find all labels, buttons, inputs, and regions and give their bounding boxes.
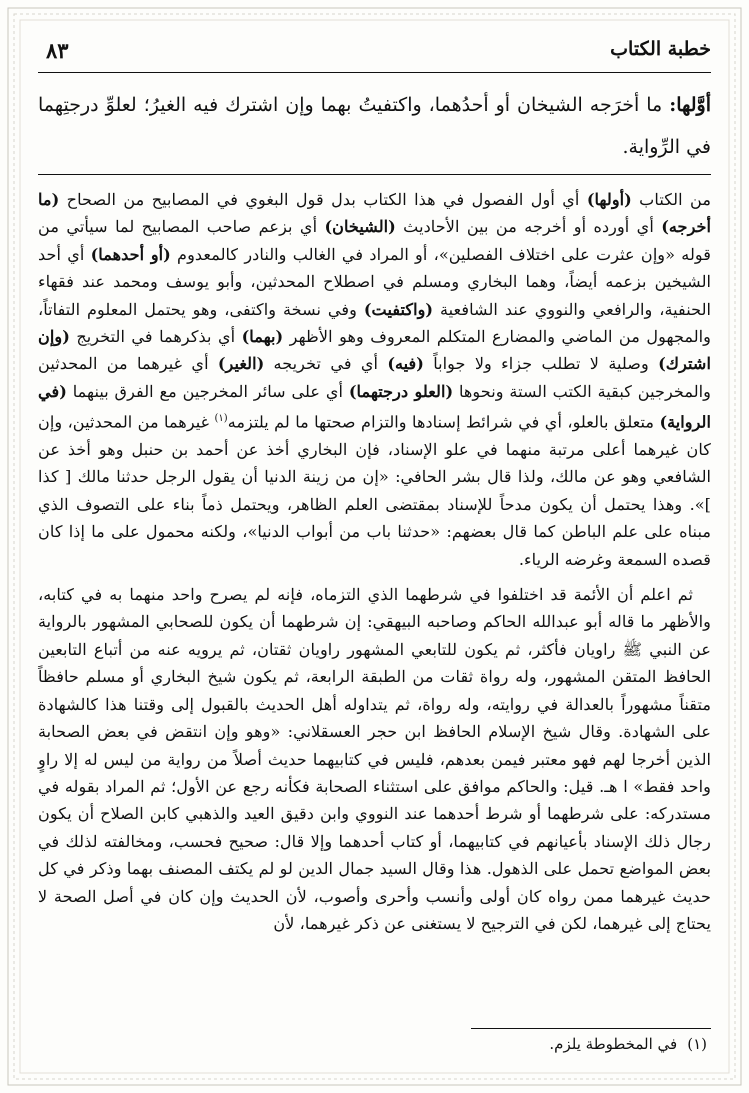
commentary bbox=[38, 186, 711, 937]
quoted-phrase: (ما أخرجه) bbox=[38, 190, 711, 237]
chapter-title: خطبة الكتاب bbox=[610, 38, 711, 60]
page-header bbox=[38, 38, 711, 70]
quoted-phrase: (واكتفيت) bbox=[363, 299, 434, 319]
commentary-text: متعلق بالعلو، أي في شرائط إسنادها والتزام صحتها ما لم يلتزمه bbox=[227, 412, 660, 432]
footnote-marker: (١) bbox=[214, 413, 228, 425]
commentary-text: أي أورده أو أخرجه من بين الأحاديث bbox=[395, 217, 662, 237]
commentary-text: وصلية لا تطلب جزاء ولا جواباً bbox=[423, 354, 659, 374]
main-text-lead: أوَّلها: bbox=[669, 94, 711, 116]
footnote-text: في المخطوطة يلزم. bbox=[549, 1035, 678, 1053]
commentary-text: أي بذكرهما في التخريج bbox=[69, 327, 242, 347]
commentary-text: أي في تخريجه bbox=[264, 354, 388, 374]
commentary-text: غيرهما من المحدثين، وإن كان غيرهما أعلى مرتبة منهما في علو الإسناد، فإن البخاري أخذ عن أحمد بن حنبل وهو أخذ عن الشافعي وهو عن مالك، ولذا قال بشر الحافي: «إن من زينة الدنيا أن يقول الرجل حدثنا مالك [ كذا ]». وهذا يحتمل أن يكون مدحاً للإسناد بمقتضى العلم الظاهر، ويحتمل ذماً بناء على التصوف الذي مبناه على علم الباطن كما قال بعضهم: «حدثنا باب من أبواب الدنيا»، ولكنه محمول على ما إذا كان قصده السمعة وغرضه الرياء. bbox=[38, 412, 711, 569]
header-rule bbox=[38, 72, 711, 73]
main-text bbox=[38, 84, 711, 168]
commentary-text: أي غيرهما من المحدثين والمخرجين كبقية الكتب الستة ونحوها bbox=[38, 354, 711, 401]
quoted-phrase: (فيه) bbox=[387, 354, 424, 374]
commentary-text: أي أول الفصول في هذا الكتاب بدل قول البغوي في المصابيح من الصحاح bbox=[59, 190, 587, 209]
footnote-rule bbox=[471, 1028, 711, 1029]
quoted-phrase: (الشيخان) bbox=[324, 217, 396, 237]
footnote-number: (١) bbox=[687, 1035, 707, 1053]
quoted-phrase: (وإن اشترك) bbox=[38, 327, 711, 374]
text-separator-rule bbox=[38, 174, 711, 175]
quoted-phrase: (بهما) bbox=[241, 327, 284, 347]
quoted-phrase: (في الرواية) bbox=[38, 381, 711, 432]
commentary-text: من الكتاب bbox=[631, 190, 711, 209]
commentary-text: أي بزعم صاحب المصابيح لما سيأتي من قوله «وإن عثرت على اختلاف الفصلين»، أو المراد في الغالب والنادر كالمعدوم bbox=[38, 217, 711, 264]
commentary-paragraph-2: ثم اعلم أن الأئمة قد اختلفوا في شرطهما الذي التزماه، فإنه لم يصرح واحد منهما به في كتابه، والأظهر ما قاله أبو عبدالله الحاكم وصاحبه البيهقي: إن شرطهما أن يكون للصحابي المشهور بالرواية عن النبي ﷺ راويان فأكثر، ثم يكون للتابعي المشهور راويان ثقتان، ثم يرويه عنه من أتباع التابعين الحافظ المتقن المشهور، وله رواة ثقات من الطبقة الرابعة، ثم يكون شيخ البخاري أو مسلم حافظاً متقناً مشهوراً بالعدالة في روايته، وله رواة، ثم يتداوله أهل الحديث بالقبول إلى وقتنا هذا كالشهادة على الشهادة. وقال شيخ الإسلام الحافظ ابن حجر العسقلاني: «وهو وإن انتقض في بعض الصحابة الذين أخرجا لهم فهو معتبر فيمن بعدهم، فليس في كتابيهما حديث أصلاً من رواية من ليس له إلا راوٍ واحد فقط» ا هـ. قيل: والحاكم موافق على استثناء الصحابة فكأنه رجع عن الأول؛ ثم المراد بقوله في مستدركه: على شرطهما أو شرط أحدهما عند النووي وابن دقيق العيد والذهبي كابن الصلاح أن يكون رجال ذلك الإسناد بأعيانهم في كتابيهما، أو كتاب أحدهما وإلا قال: صحيح فحسب، ومخالفته لذلك في بعض المواضع تحمل على الذهول. هذا وقال السيد جمال الدين لو لم يكتف المصنف بهما وذكر في كل حديث غيرهما ممن رواه كان أولى وأنسب وأحرى وأصوب، لأن الحديث وإن كان في أصل الصحة لا يحتاج إلى غيرهما، لكن في الترجيح لا يستغنى عن ذكر غيرهما، لأن bbox=[38, 585, 711, 933]
commentary-text: وفي نسخة واكتفى، وهو يحتمل المعلوم التفاتاً، والمجهول من الماضي والمضارع المتكلم المعروف وهو الأظهر bbox=[38, 299, 711, 347]
page-number: ٨٣ bbox=[46, 38, 69, 63]
quoted-phrase: (العلو درجتهما) bbox=[348, 381, 454, 401]
commentary-text: أي على سائر المخرجين مع الفرق بينهما bbox=[66, 381, 349, 401]
quoted-phrase: (أولها) bbox=[586, 190, 632, 209]
quoted-phrase: (أو أحدهما) bbox=[90, 244, 171, 264]
main-text-body: ما أخرَجه الشيخان أو أحدُهما، واكتفيتُ بهما وإن اشترك فيه الغيرُ؛ لعلوِّ درجتِهما في الرِّواية. bbox=[38, 94, 711, 158]
footnote bbox=[549, 1035, 707, 1053]
book-page bbox=[38, 28, 711, 1068]
commentary-text: أي أحد الشيخين بزعمه أيضاً، وهما البخاري ومسلم في اصطلاح المحدثين، وأبو يوسف ومحمد عند فقهاء الحنفية، والرافعي والنووي عند الشافعية bbox=[38, 244, 712, 319]
commentary-paragraph-1 bbox=[38, 186, 711, 573]
quoted-phrase: (الغير) bbox=[217, 354, 265, 374]
